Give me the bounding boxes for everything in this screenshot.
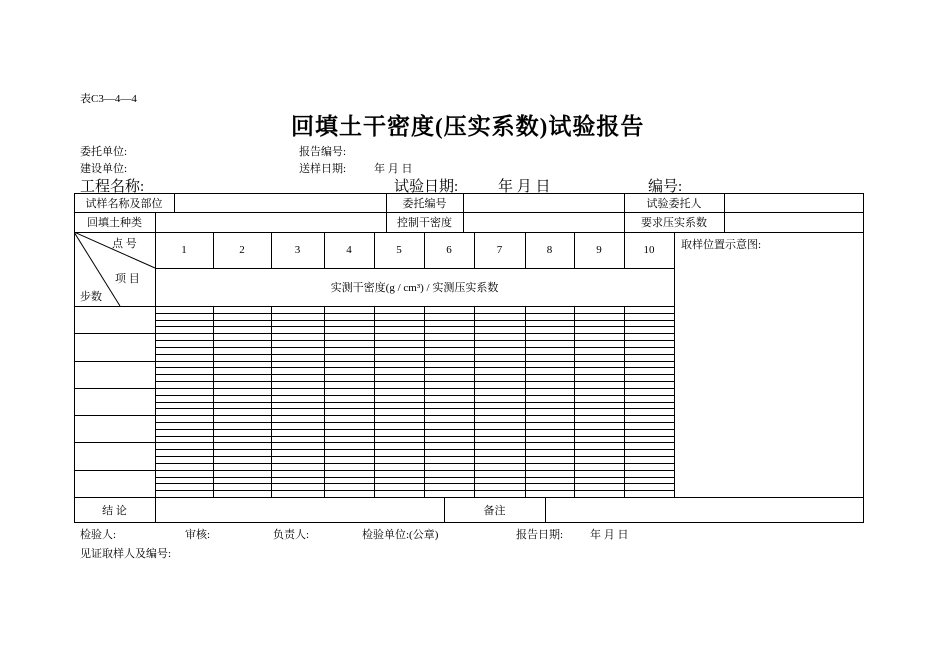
point-number: 10 — [643, 244, 655, 256]
responsible-label: 负责人: — [273, 529, 310, 541]
control-density-label: 控制干密度 — [397, 217, 452, 229]
point-number: 3 — [294, 244, 301, 256]
point-number: 7 — [496, 244, 503, 256]
sample-date-value: 年 月 日 — [374, 163, 413, 175]
point-number: 4 — [346, 244, 352, 256]
sample-name-label: 试样名称及部位 — [85, 197, 163, 210]
conclusion-label: 结 论 — [102, 504, 127, 517]
report-no-label: 报告编号: — [299, 146, 347, 158]
sample-date-label: 送样日期: — [299, 163, 347, 175]
point-label: 点 号 — [112, 238, 137, 250]
point-number: 1 — [181, 244, 187, 256]
test-date-value: 年 月 日 — [498, 179, 551, 195]
client-unit-label: 委托单位: — [80, 146, 128, 158]
point-number: 2 — [239, 244, 245, 256]
witness-label: 见证取样人及编号: — [80, 548, 172, 560]
build-unit-label: 建设单位: — [80, 163, 128, 175]
report-date-label: 报告日期: — [516, 529, 564, 541]
form-code: 表C3—4—4 — [80, 93, 137, 105]
page-title: 回填土干密度(压实系数)试验报告 — [291, 114, 645, 139]
point-number: 8 — [546, 244, 553, 256]
item-label: 项 目 — [115, 273, 140, 285]
inspector-label: 检验人: — [80, 529, 117, 541]
test-date-label: 试验日期: — [394, 179, 459, 195]
reviewer-label: 审核: — [185, 529, 211, 541]
commissioner-label: 试验委托人 — [646, 197, 702, 210]
point-number: 6 — [446, 244, 452, 256]
commission-no-label: 委托编号 — [402, 197, 447, 210]
required-coef-label: 要求压实系数 — [641, 217, 707, 229]
project-name-label: 工程名称: — [80, 179, 145, 195]
remark-label: 备注 — [483, 504, 506, 517]
test-unit-label: 检验单位:(公章) — [362, 529, 439, 541]
measure-label: 实测干密度(g / cm³) / 实测压实系数 — [330, 282, 499, 294]
backfill-type-label: 回填土种类 — [87, 217, 142, 229]
number-label: 编号: — [648, 179, 683, 195]
report-date-value: 年 月 日 — [590, 529, 629, 541]
location-label: 取样位置示意图: — [681, 239, 762, 251]
point-number: 9 — [596, 244, 602, 256]
step-label: 步数 — [80, 291, 102, 303]
point-number: 5 — [396, 244, 402, 256]
